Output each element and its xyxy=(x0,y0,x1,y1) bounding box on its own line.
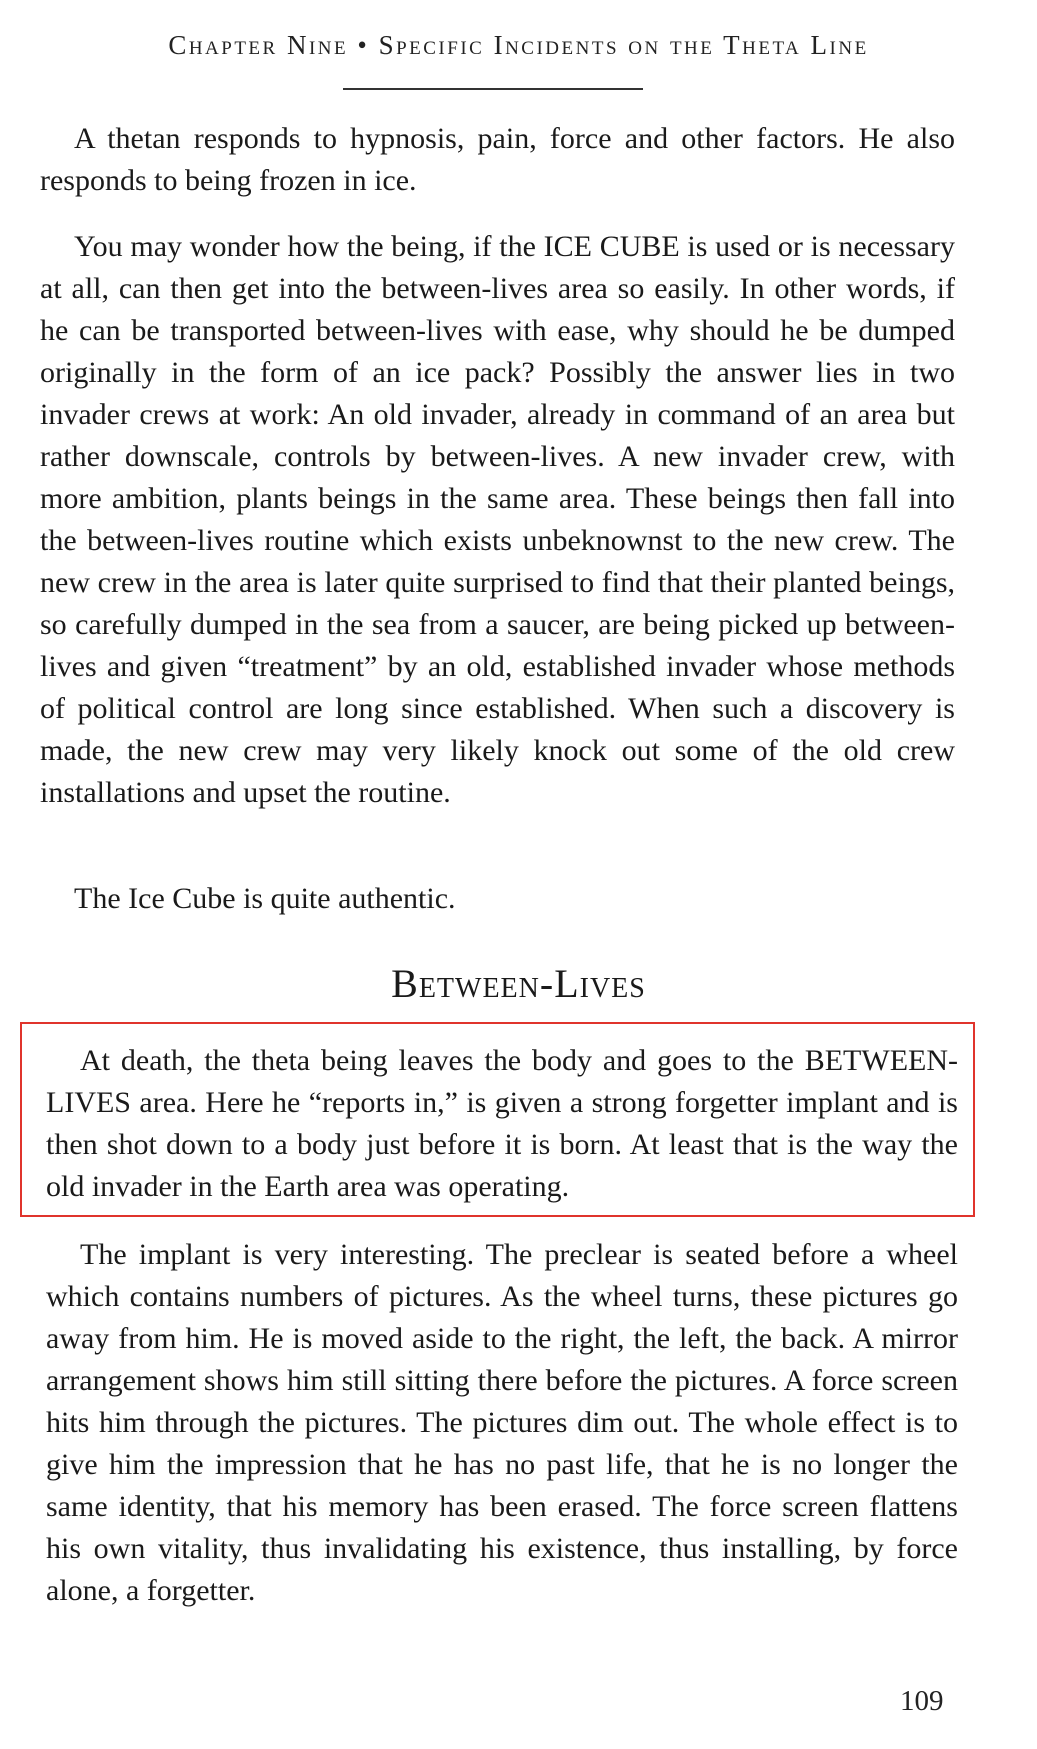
paragraph-implant: The implant is very interesting. The preclear is seated before a wheel which contains numbers of pictures. As the wheel turns, these pictures go away from him. He is moved aside to the right, the left, the back. A mirror arrangement shows him still sitting there before the pictures. A force screen hits him through the pictures. The pictures dim out. The whole effect is to give him the impression that he has no past life, that he is no longer the same identity, that his memory has been erased. The force screen flattens his own vitality, thus invalidating his existence, thus installing, by force alone, a forgetter. xyxy=(46,1238,958,1607)
section-heading: Between-Lives xyxy=(391,961,646,1006)
paragraph-at-death: At death, the theta being leaves the body and goes to the BETWEEN-LIVES area. Here he “reports in,” is given a strong forgetter implant and is then shot down to a body just before it is born. At least that is the way the old invader in the Earth area was operating. xyxy=(46,1044,958,1203)
paragraph-thetan-responds: A thetan responds to hypnosis, pain, force and other factors. He also responds to being frozen in ice. xyxy=(40,122,955,197)
page-number: 109 xyxy=(900,1685,944,1717)
paragraph-ice-cube: You may wonder how the being, if the ICE CUBE is used or is necessary at all, can then get into the between-lives area so easily. In other words, if he can be transported between-lives with ease, why should he be dumped originally in the form of an ice pack? Possibly the answer lies in two invader crews at work: An old invader, already in command of an area but rather downscale, controls by between-lives. A new invader crew, with more ambition, plants beings in the same area. These beings then fall into the between-lives routine which exists unbeknownst to the new crew. The new crew in the area is later quite surprised to find that their planted beings, so carefully dumped in the sea from a saucer, are being picked up between-lives and given “treatment” by an old, established invader whose methods of political control are long since established. When such a discovery is made, the new crew may very likely knock out some of the old crew installations and upset the routine. xyxy=(40,230,955,809)
header-rule xyxy=(343,88,643,90)
running-head: Chapter Nine • Specific Incidents on the Theta Line xyxy=(168,30,869,60)
paragraph-ice-cube-authentic: The Ice Cube is quite authentic. xyxy=(74,882,456,915)
